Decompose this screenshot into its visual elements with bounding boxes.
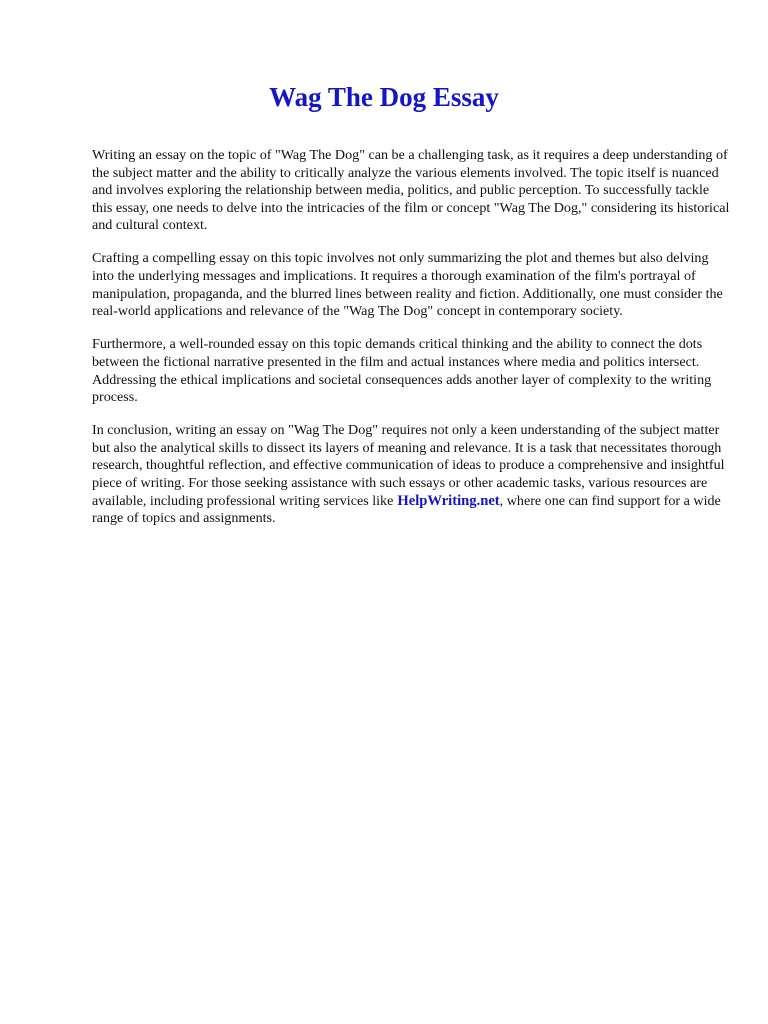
paragraph-3: Furthermore, a well-rounded essay on this topic demands critical thinking and the ability to connect the dots between the fictional narrative presented in the film and actual instances where media and politics intersect. Addressing the ethical implications and societal consequences adds another layer of complexity to the writing process. <box>92 336 712 406</box>
conclusion-text: In conclusion, writing an essay on "Wag The Dog" requires not only a keen understanding of the subject matter but also the analytical skills to dissect its layers of meaning and relevance. It is a task that necessitates thorough research, thoughtful reflection, and effective communication of ideas to produce a comprehensive and insightful piece of writing. For those seeking assistance with such essays or other academic tasks, various resources are available, including professional writing services like <box>92 422 725 509</box>
conclusion-tail-text: , where one can find support for a wide range of topics and assignments. <box>92 492 721 527</box>
paragraph-1: Writing an essay on the topic of "Wag The Dog" can be a challenging task, as it requires a deep understanding of the subject matter and the ability to critically analyze the various elements involved. The topic itself is nuanced and involves exploring the relationship between media, politics, and public perception. To successfully tackle this essay, one needs to delve into the intricacies of the film or concept "Wag The Dog," considering its historical and cultural context. <box>92 147 730 234</box>
paragraph-2: Crafting a compelling essay on this topic involves not only summarizing the plot and themes but also delving into the underlying messages and implications. It requires a thorough examination of the film's portrayal of manipulation, propaganda, and the blurred lines between reality and fiction. Additionally, one must consider the real-world applications and relevance of the "Wag The Dog" concept in contemporary society. <box>92 250 723 320</box>
document-body <box>92 147 732 543</box>
paragraph-conclusion <box>92 422 732 528</box>
document-title: Wag The Dog Essay <box>269 82 499 112</box>
helpwriting-link[interactable]: HelpWriting.net <box>397 492 500 509</box>
